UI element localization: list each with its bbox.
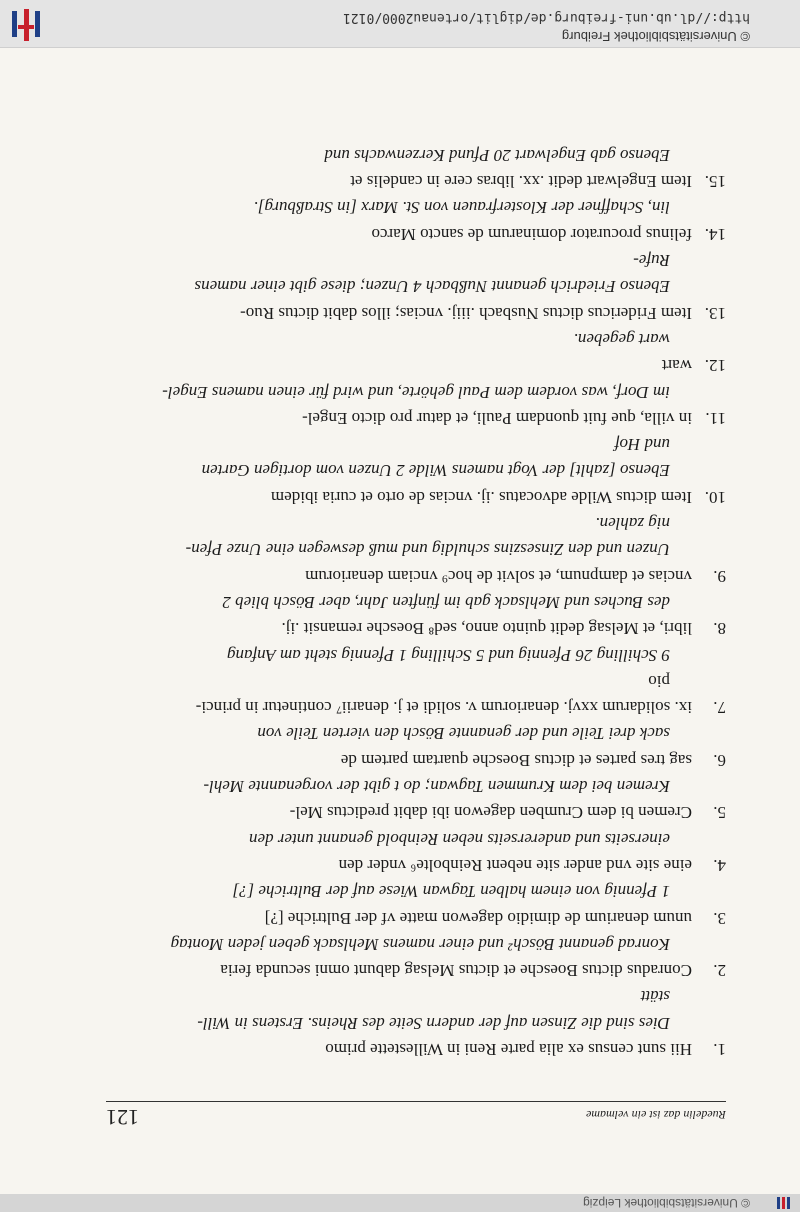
line-text: Unzen und den Zinseszins schuldig und muß deswegen eine Unze Pfen- <box>185 540 670 560</box>
text-line <box>96 641 726 667</box>
line-number: 11. <box>705 408 726 428</box>
text-line <box>96 483 726 509</box>
university-logo-icon <box>8 7 44 43</box>
line-text: Cremen bi dem Crumben dagewon ibi dabit predictus Mel- <box>289 803 692 823</box>
line-number: 8. <box>713 619 726 639</box>
footer-credit: © Universitätsbibliothek Freiburg <box>561 29 750 44</box>
line-text: 1 Pfennig von einem halben Tagwan Wiese auf der Bultriche [?] <box>232 882 670 902</box>
text-line <box>96 615 726 641</box>
line-number: 5. <box>713 803 726 823</box>
line-text: Dies sind die Zinsen auf der andern Seite des Rheins. Erstens in Will- <box>197 1013 670 1033</box>
text-line <box>96 904 726 930</box>
library-logo-icon <box>776 1195 792 1211</box>
line-text: Rufe- <box>633 251 670 271</box>
line-text: Ebenso gab Engelwart 20 Pfund Kerzenwachs und <box>324 145 670 165</box>
top-credit-bar <box>0 1193 800 1212</box>
line-text: Ebenso Friedrich genannt Nußbach 4 Unzen; diese gibt einer namens <box>194 277 670 297</box>
line-text: 9 Schilling 26 Pfennig und 5 Schilling 1 Pfennig steht am Anfang <box>226 645 670 665</box>
line-number: 15. <box>704 172 726 192</box>
line-text: Item Fridericus dictus Nusbach .iiij. vncias; illos dabit dictus Ruo- <box>240 303 692 323</box>
line-text: Ebenso [zahlt] der Vogt namens Wilde 2 Unzen vom dortigen Garten <box>201 461 670 481</box>
line-text: einerseits und andererseits neben Reinbold genannt unter den <box>249 829 670 849</box>
scanned-page <box>0 48 800 1194</box>
line-text: Kremen bei dem Krummen Tagwan; do t gibt der vorgenannte Mehl- <box>203 777 670 797</box>
text-line <box>96 720 726 746</box>
line-text: Konrad genannt Bösch² und einer namens Mehlsack geben jeden Montag <box>170 934 670 954</box>
line-text: felinus procurator dominarum de sancto Marco <box>371 224 692 244</box>
line-text: Item dictus Wilde advocatus .ij. vncias de orto et curia ibidem <box>270 487 692 507</box>
text-line <box>96 142 726 168</box>
text-line <box>96 983 726 1009</box>
text-line <box>96 168 726 194</box>
text-line <box>96 457 726 483</box>
line-number: 4. <box>713 855 726 875</box>
line-number: 14. <box>704 224 726 244</box>
text-line <box>96 957 726 983</box>
line-text: im Dorf, was vordem dem Paul gehörte, und wird für einen namens Engel- <box>162 382 670 402</box>
header-rule <box>106 1101 726 1102</box>
text-line <box>96 852 726 878</box>
line-text: sack drei Teile und der genannte Bösch den vierten Teile von <box>257 724 670 744</box>
text-line <box>96 326 726 352</box>
text-lines <box>96 142 726 1062</box>
line-text: wart <box>661 356 692 376</box>
text-line <box>96 221 726 247</box>
line-text: eine site vnd ander site nebent Reinbolte⁶ vnder den <box>338 855 692 875</box>
text-line <box>96 273 726 299</box>
line-text: nig zahlen. <box>595 514 670 534</box>
line-text: in villa, que fuit quondam Pauli, et datur pro dicto Engel- <box>302 408 692 428</box>
line-text: Item Engelwart dedit .xx. libras cere in candelis et <box>350 172 692 192</box>
line-text: und Hof <box>614 435 670 455</box>
line-text: Hii sunt census ex alia parte Reni in Willestette primo <box>325 1040 692 1059</box>
top-credit-text: © Universitätsbibliothek Leipzig <box>583 1196 750 1210</box>
text-line <box>96 773 726 799</box>
text-line <box>96 352 726 378</box>
line-text: sag tres partes et dictus Boesche quartam partem de <box>340 750 692 770</box>
text-line <box>96 562 726 588</box>
line-text: stätt <box>640 987 670 1007</box>
page-number: 121 <box>106 1105 139 1130</box>
line-number: 2. <box>713 961 726 981</box>
line-number: 10. <box>704 487 726 507</box>
line-number: 1. <box>713 1040 726 1059</box>
footer-url[interactable]: http://dl.ub.uni-freiburg.de/diglit/ortenau2000/0121 <box>343 10 750 25</box>
text-line <box>96 194 726 220</box>
line-number: 6. <box>713 750 726 770</box>
text-line <box>96 536 726 562</box>
line-number: 3. <box>713 908 726 928</box>
text-line <box>96 746 726 772</box>
text-line <box>96 1036 726 1062</box>
text-line <box>96 825 726 851</box>
line-number: 13. <box>704 303 726 323</box>
text-line <box>96 878 726 904</box>
text-line <box>96 668 726 694</box>
line-text: ix. solidarum xxvj. denariorum v. solidi et j. denarii⁷ continetur in princi- <box>195 698 692 718</box>
text-line <box>96 247 726 273</box>
text-line <box>96 589 726 615</box>
running-head: Ruedelin daz ist ein velmame <box>586 1108 726 1122</box>
text-line <box>96 799 726 825</box>
line-number: 9. <box>713 566 726 586</box>
line-text: Conradus dictus Boesche et dictus Melsag dabunt omni secunda feria <box>220 961 692 981</box>
text-line <box>96 694 726 720</box>
text-line <box>96 299 726 325</box>
line-number: 12. <box>704 356 726 376</box>
text-line <box>96 510 726 536</box>
line-text: lin, Schaffner der Klosterfrauen von St. Marx [in Straßburg]. <box>253 198 670 218</box>
line-text: pio <box>648 671 670 691</box>
line-text: vncias et dampnum, et solvit de hoc⁹ vnciam denariorum <box>305 566 692 586</box>
text-line <box>96 378 726 404</box>
text-line <box>96 1009 726 1035</box>
text-line <box>96 431 726 457</box>
text-line <box>96 931 726 957</box>
line-number: 7. <box>713 698 726 718</box>
line-text: wart gegeben. <box>573 329 670 349</box>
footer-bar <box>0 0 800 48</box>
page-header <box>106 1096 726 1136</box>
line-text: libri, et Melsag dedit quinto anno, sed⁸ Boesche remansit .ij. <box>281 619 692 639</box>
line-text: des Buches und Mehlsack gab im fünften Jahr, aber Bösch blieb 2 <box>222 592 670 612</box>
text-line <box>96 405 726 431</box>
line-text: unum denarium de dimidio dagewon matte vf der Bultriche [?] <box>264 908 692 928</box>
